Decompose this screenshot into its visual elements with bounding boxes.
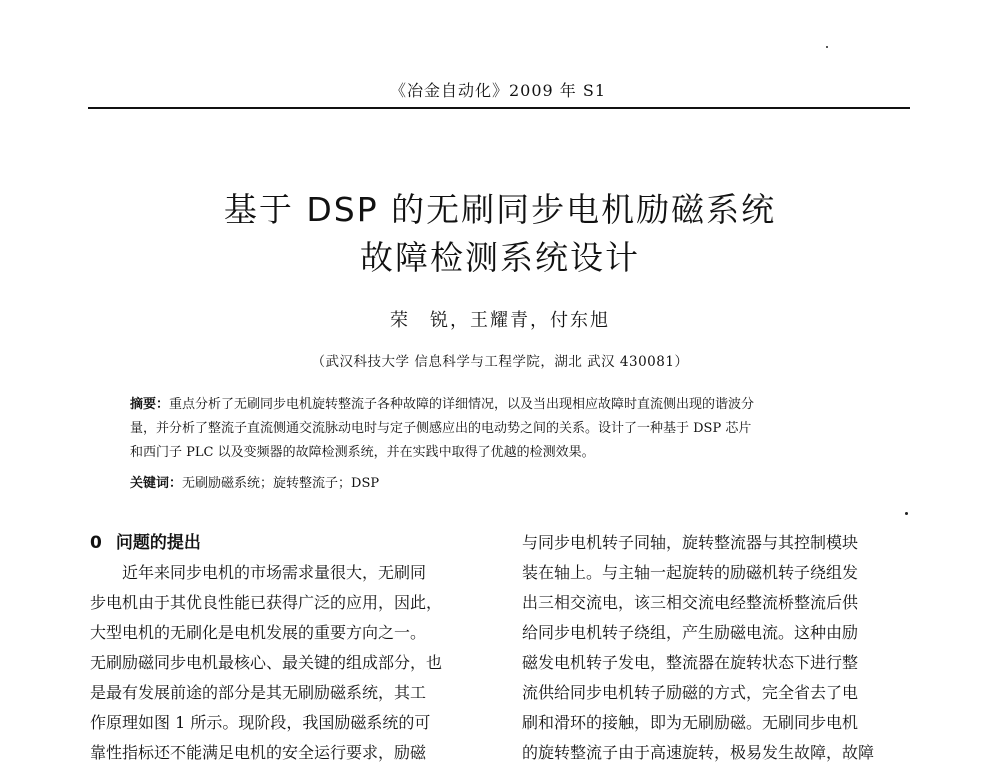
body-line: 装在轴上。与主轴一起旋转的励磁机转子绕组发 [522, 563, 859, 582]
abstract [130, 393, 870, 465]
body-line: 靠性指标还不能满足电机的安全运行要求，励磁 [90, 743, 427, 762]
scan-speck [826, 46, 828, 48]
right-column [522, 528, 922, 768]
section-number: 0 [90, 533, 102, 553]
body-line: 刷和滑环的接触，即为无刷励磁。无刷同步电机 [522, 713, 859, 732]
author-list: 荣 锐，王耀青，付东旭 [390, 310, 610, 331]
journal-header: 《冶金自动化》2009 年 S1 [389, 81, 607, 100]
body-line: 与同步电机转子同轴，旋转整流器与其控制模块 [522, 533, 859, 552]
body-line: 步电机由于其优良性能已获得广泛的应用，因此， [90, 593, 443, 612]
header-rule [88, 107, 910, 109]
paper-title [0, 186, 1000, 282]
abstract-line-1 [130, 397, 754, 412]
body-line: 作原理如图 1 所示。现阶段，我国励磁系统的可 [90, 713, 431, 732]
section-title: 问题的提出 [115, 533, 201, 553]
title-line-1: 基于 DSP 的无刷同步电机励磁系统 [223, 190, 777, 229]
body-line: 无刷励磁同步电机最核心、最关键的组成部分，也 [90, 653, 443, 672]
body-line: 出三相交流电，该三相交流电经整流桥整流后供 [522, 593, 859, 612]
abstract-text-1: 重点分析了无刷同步电机旋转整流子各种故障的详细情况，以及当出现相应故障时直流侧出现的谐波分 [169, 397, 755, 412]
keywords-label: 关键词： [130, 476, 183, 491]
body-line: 是最有发展前途的部分是其无刷励磁系统，其工 [90, 683, 427, 702]
body-line: 大型电机的无刷化是电机发展的重要方向之一。 [90, 623, 427, 642]
title-line-2: 故障检测系统设计 [360, 238, 640, 277]
body-line: 的旋转整流子由于高速旋转，极易发生故障，故障 [522, 743, 875, 762]
body-line: 近年来同步电机的市场需求量很大，无刷同 [122, 563, 427, 582]
keywords [130, 472, 870, 496]
keywords-text: 无刷励磁系统；旋转整流子；DSP [182, 476, 380, 491]
body-line: 流供给同步电机转子励磁的方式，完全省去了电 [522, 683, 859, 702]
section-heading [90, 528, 490, 558]
abstract-label: 摘要： [130, 397, 170, 412]
abstract-line-2: 量，并分析了整流子直流侧通交流脉动电时与定子侧感应出的电动势之间的关系。设计了一种基于 DSP 芯片 [130, 421, 752, 436]
left-column [90, 528, 490, 768]
scan-speck [905, 512, 908, 515]
affiliation: （武汉科技大学 信息科学与工程学院，湖北 武汉 430081） [311, 354, 689, 370]
abstract-line-3: 和西门子 PLC 以及变频器的故障检测系统，并在实践中取得了优越的检测效果。 [130, 445, 595, 460]
body-line: 给同步电机转子绕组，产生励磁电流。这种由励 [522, 623, 859, 642]
body-line: 磁发电机转子发电，整流器在旋转状态下进行整 [522, 653, 859, 672]
